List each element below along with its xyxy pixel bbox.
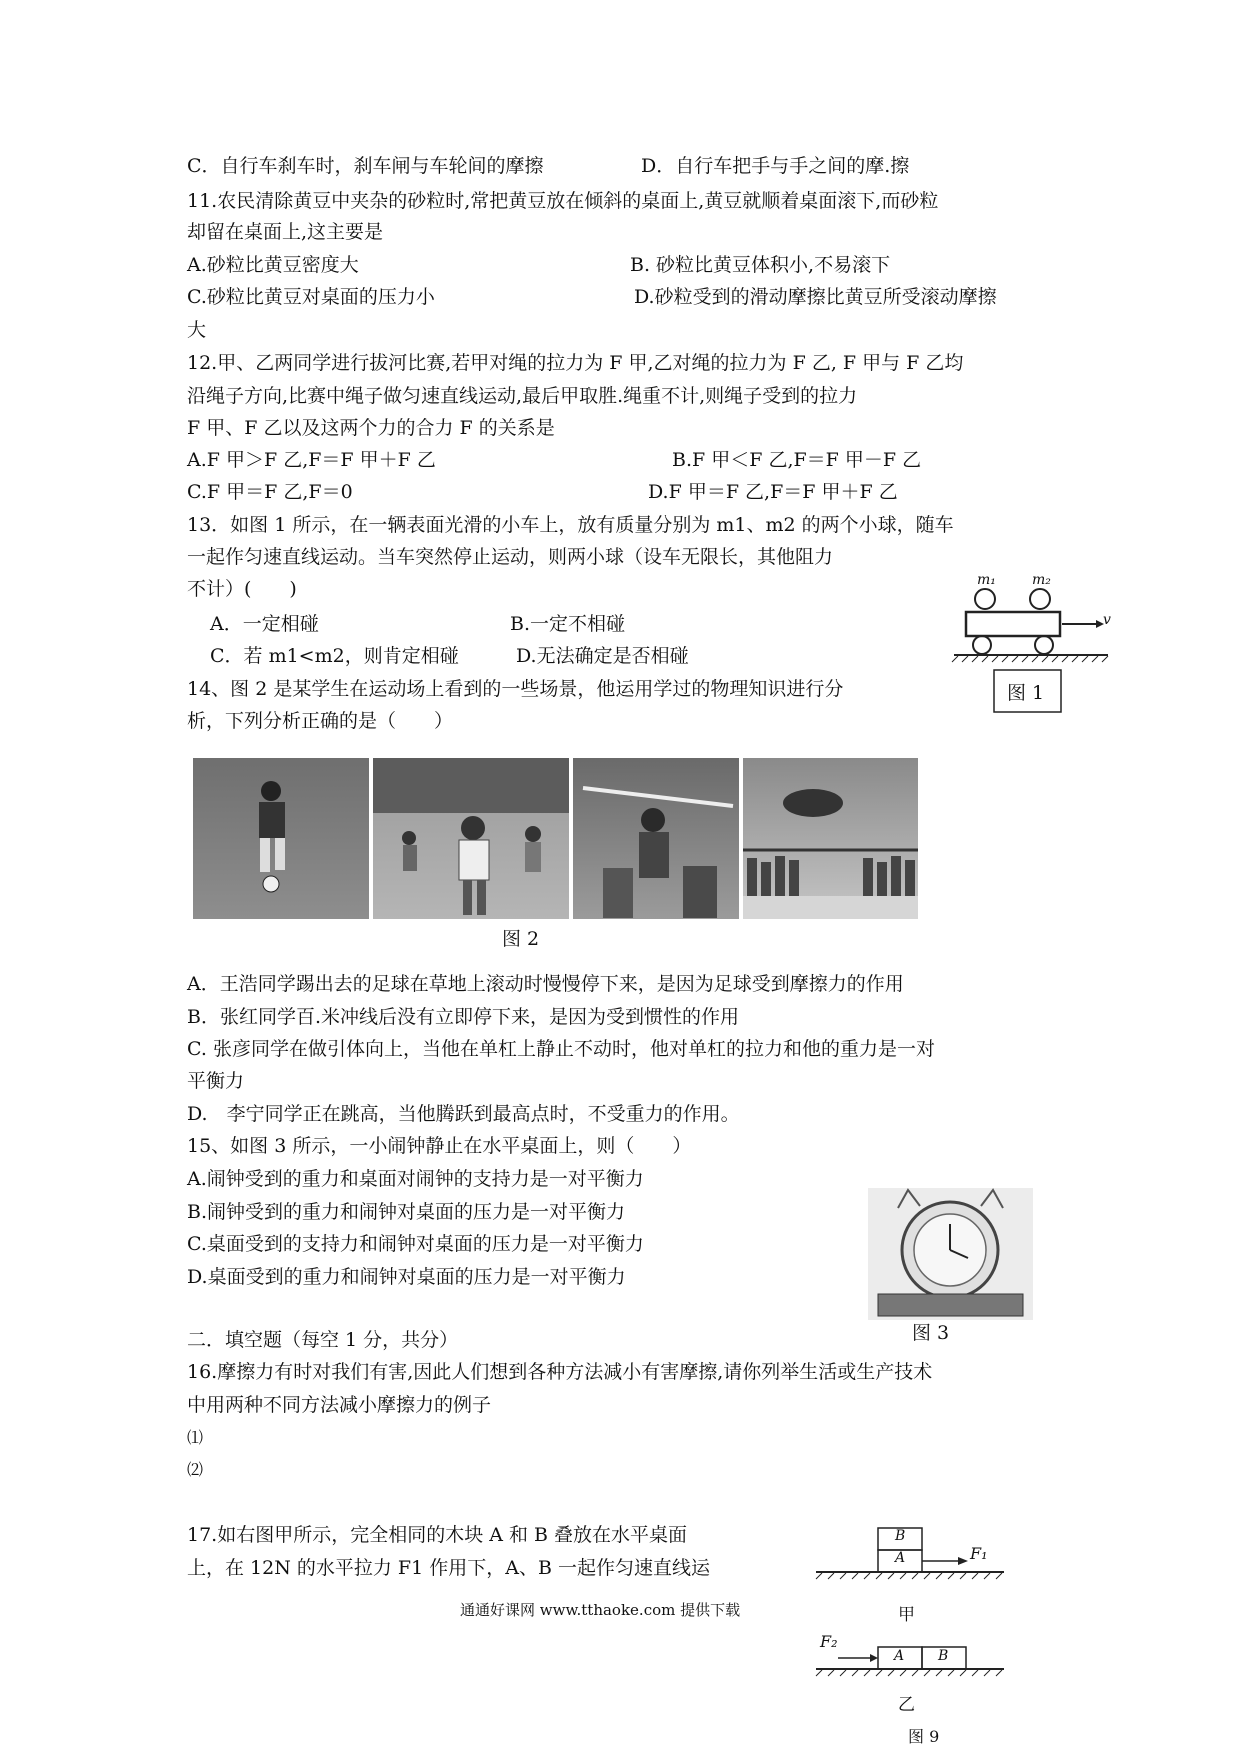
- q12-stem-3: F 甲、F 乙以及这两个力的合力 F 的关系是: [187, 417, 555, 439]
- q11-option-b: B. 砂粒比黄豆体积小,不易滚下: [630, 254, 891, 276]
- q16-blank-2: ⑵: [187, 1460, 204, 1479]
- figure-2-photos: [193, 758, 918, 919]
- q16-blank-1: ⑴: [187, 1428, 204, 1447]
- fig9-caption: 图 9: [908, 1727, 940, 1746]
- q14-stem-2: 析，下列分析正确的是（ ）: [187, 710, 454, 732]
- fig9-f1-label: F₁: [970, 1544, 988, 1563]
- q14-option-b: B．张红同学百.米冲线后没有立即停下来，是因为受到惯性的作用: [187, 1006, 740, 1028]
- option-c-line: C．自行车刹车时，刹车闸与车轮间的摩擦: [187, 155, 544, 177]
- q16-stem-2: 中用两种不同方法减小摩擦力的例子: [187, 1394, 492, 1416]
- q11-stem-2: 却留在桌面上,这主要是: [187, 221, 384, 243]
- q13-option-b: B.一定不相碰: [510, 613, 626, 635]
- photo-football: [193, 758, 369, 919]
- q15-stem: 15、如图 3 所示，一小闹钟静止在水平桌面上，则（ ）: [187, 1135, 692, 1157]
- photo-pull-up: [573, 758, 739, 919]
- q12-stem-1: 12.甲、乙两同学进行拔河比赛,若甲对绳的拉力为 F 甲,乙对绳的拉力为 F 乙, F 甲与 F 乙均: [187, 352, 964, 374]
- figure-9: [808, 1520, 1008, 1750]
- q11-option-a: A.砂粒比黄豆密度大: [187, 254, 359, 276]
- section-2-title: 二．填空题（每空 1 分，共分）: [187, 1329, 459, 1351]
- fig9-jia-label: 甲: [898, 1605, 915, 1625]
- q14-stem-1: 14、图 2 是某学生在运动场上看到的一些场景，他运用学过的物理知识进行分: [187, 678, 844, 700]
- fig9-block-a-bottom: A: [895, 1550, 906, 1566]
- fig1-m1-label: m₁: [977, 572, 996, 588]
- q14-option-c: C. 张彦同学在做引体向上，当他在单杠上静止不动时，他对单杠的拉力和他的重力是一对: [187, 1038, 935, 1060]
- fig3-caption: 图 3: [912, 1322, 950, 1344]
- alarm-clock-icon: [868, 1188, 1033, 1320]
- q14-option-d: D. 李宁同学正在跳高，当他腾跃到最高点时，不受重力的作用。: [187, 1103, 740, 1125]
- q13-stem-3: 不计）( ): [187, 578, 297, 600]
- q15-option-a: A.闹钟受到的重力和桌面对闹钟的支持力是一对平衡力: [187, 1168, 644, 1190]
- q13-stem-2: 一起作匀速直线运动。当车突然停止运动，则两小球（设车无限长，其他阻力: [187, 546, 834, 568]
- q14-option-c-cont: 平衡力: [187, 1070, 245, 1092]
- q13-option-d: D.无法确定是否相碰: [516, 645, 689, 667]
- photo-running: [373, 758, 569, 919]
- q13-option-c: C．若 m1<m2，则肯定相碰: [210, 645, 459, 667]
- fig9-f2-label: F₂: [820, 1632, 838, 1651]
- q16-stem-1: 16.摩擦力有时对我们有害,因此人们想到各种方法减小有害摩擦,请你列举生活或生产技术: [187, 1361, 933, 1383]
- photo-high-jump: [743, 758, 918, 919]
- fig1-v-label: v: [1103, 612, 1111, 628]
- q11-option-d-cont: 大: [187, 319, 207, 341]
- figure-3-clock: [868, 1188, 1033, 1320]
- q15-option-d: D.桌面受到的重力和闹钟对桌面的压力是一对平衡力: [187, 1266, 626, 1288]
- fig9-block-a-side: A: [894, 1648, 905, 1664]
- fig1-caption: 图 1: [1007, 682, 1045, 704]
- fig9-block-b-top: B: [895, 1528, 906, 1544]
- fig9-block-b-side: B: [938, 1648, 949, 1664]
- q17-stem-1: 17.如右图甲所示，完全相同的木块 A 和 B 叠放在水平桌面: [187, 1524, 688, 1546]
- q13-option-a: A．一定相碰: [210, 613, 319, 635]
- fig9-yi-label: 乙: [898, 1695, 915, 1715]
- fig1-m2-label: m₂: [1032, 572, 1051, 588]
- q13-stem-1: 13．如图 1 所示，在一辆表面光滑的小车上，放有质量分别为 m1、m2 的两个小球，随车: [187, 514, 954, 536]
- q15-option-c: C.桌面受到的支持力和闹钟对桌面的压力是一对平衡力: [187, 1233, 644, 1255]
- q12-option-a: A.F 甲＞F 乙,F＝F 甲＋F 乙: [187, 449, 436, 471]
- footer-download-note: 通通好课网 www.tthaoke.com 提供下载: [460, 1601, 741, 1619]
- q11-stem-1: 11.农民清除黄豆中夹杂的砂粒时,常把黄豆放在倾斜的桌面上,黄豆就顺着桌面滚下,而砂粒: [187, 190, 939, 212]
- q17-stem-2: 上，在 12N 的水平拉力 F1 作用下，A、B 一起作匀速直线运: [187, 1557, 710, 1579]
- option-d-line: D．自行车把手与手之间的摩.擦: [641, 155, 910, 177]
- fig2-caption: 图 2: [502, 928, 540, 950]
- q11-option-d: D.砂粒受到的滑动摩擦比黄豆所受滚动摩擦: [634, 286, 997, 308]
- q12-option-b: B.F 甲＜F 乙,F＝F 甲－F 乙: [672, 449, 922, 471]
- q11-option-c: C.砂粒比黄豆对桌面的压力小: [187, 286, 435, 308]
- q12-option-c: C.F 甲＝F 乙,F＝0: [187, 481, 353, 503]
- q15-option-b: B.闹钟受到的重力和闹钟对桌面的压力是一对平衡力: [187, 1201, 626, 1223]
- q12-option-d: D.F 甲＝F 乙,F＝F 甲＋F 乙: [648, 481, 898, 503]
- q12-stem-2: 沿绳子方向,比赛中绳子做匀速直线运动,最后甲取胜.绳重不计,则绳子受到的拉力: [187, 385, 858, 407]
- q14-option-a: A．王浩同学踢出去的足球在草地上滚动时慢慢停下来，是因为足球受到摩擦力的作用: [187, 973, 904, 995]
- figure-1: [950, 572, 1110, 722]
